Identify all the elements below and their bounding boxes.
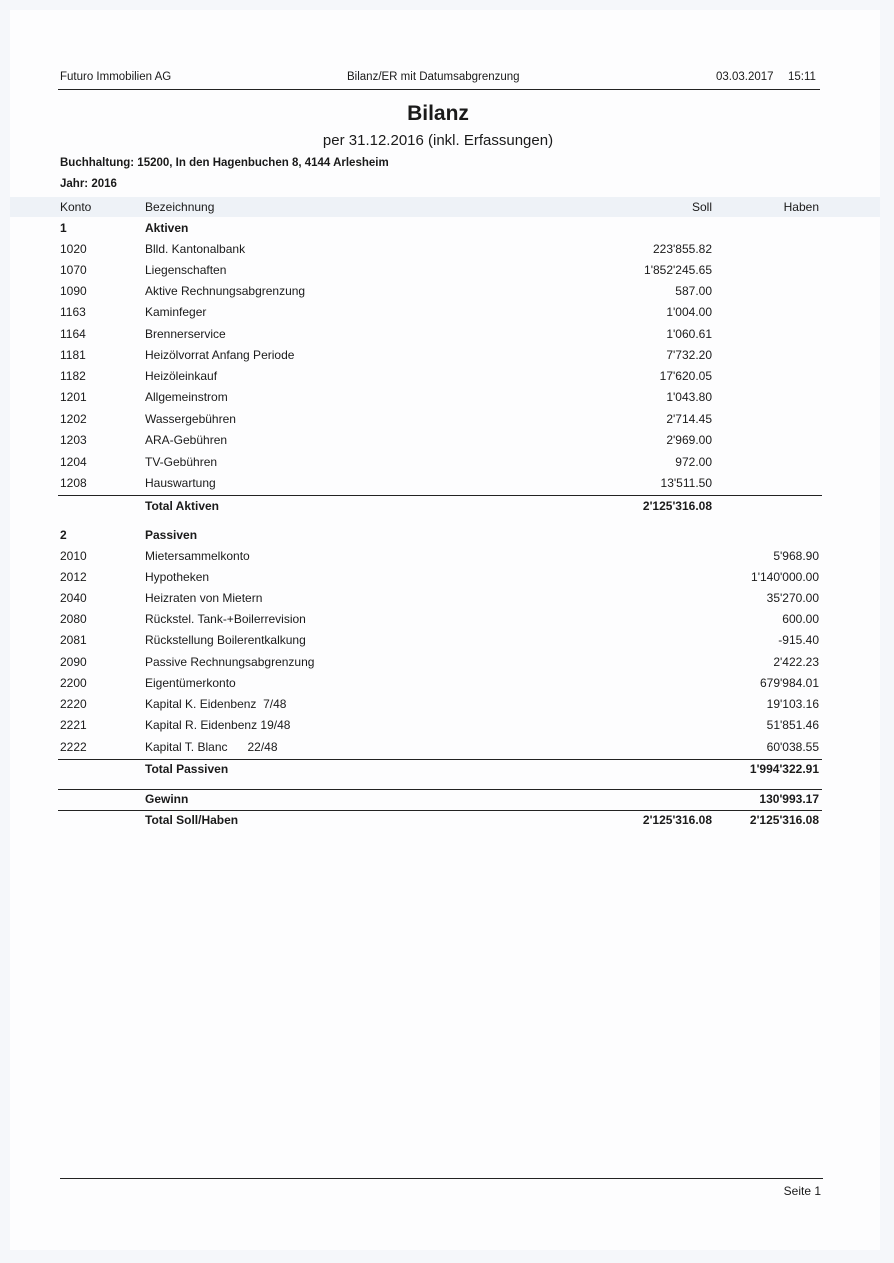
table-row <box>10 348 880 369</box>
col-soll: Soll <box>691 200 712 214</box>
total-aktiven-label: Total Aktiven <box>145 499 220 513</box>
table-row <box>10 591 880 612</box>
konto-cell: 2220 <box>60 697 87 711</box>
table-row <box>10 263 880 284</box>
column-header-row <box>10 197 880 217</box>
bezeichnung-cell: Blld. Kantonalbank <box>145 242 246 256</box>
soll-cell: 2'714.45 <box>666 412 712 426</box>
haben-cell: 2'422.23 <box>773 655 819 669</box>
soll-cell: 17'620.05 <box>659 369 712 383</box>
table-row <box>10 740 880 761</box>
soll-cell: 1'852'245.65 <box>644 263 712 277</box>
buchhaltung-info: Buchhaltung: 15200, In den Hagenbuchen 8, 4144 Arlesheim <box>60 157 389 169</box>
report-time: 15:11 <box>788 71 816 83</box>
group-number: 2 <box>60 528 67 542</box>
haben-cell: 5'968.90 <box>773 549 819 563</box>
konto-cell: 1163 <box>60 305 86 319</box>
bezeichnung-cell: Kapital K. Eidenbenz 7/48 <box>145 697 287 711</box>
soll-cell: 13'511.50 <box>660 476 712 490</box>
jahr-info: Jahr: 2016 <box>60 178 117 190</box>
bezeichnung-cell: Wassergebühren <box>145 412 236 426</box>
total-aktiven-soll: 2'125'316.08 <box>642 499 712 513</box>
soll-cell: 972.00 <box>675 455 712 469</box>
konto-cell: 1201 <box>60 390 87 404</box>
group-row-passiven <box>10 528 880 549</box>
bezeichnung-cell: Heizölvorrat Anfang Periode <box>145 348 295 362</box>
haben-cell: -915.40 <box>778 633 819 647</box>
konto-cell: 2090 <box>60 655 87 669</box>
haben-cell: 1'140'000.00 <box>751 570 819 584</box>
page-number: Seite 1 <box>783 1184 821 1198</box>
table-row <box>10 412 880 433</box>
bezeichnung-cell: TV-Gebühren <box>145 455 218 469</box>
konto-cell: 2010 <box>60 549 87 563</box>
total-passiven-haben: 1'994'322.91 <box>749 762 819 776</box>
konto-cell: 1202 <box>60 412 87 426</box>
group-row-aktiven <box>10 221 880 242</box>
report-date: 03.03.2017 <box>716 71 774 83</box>
bezeichnung-cell: Hauswartung <box>145 476 216 490</box>
total-soll-haben-row <box>10 813 880 834</box>
total-passiven-row <box>10 762 880 783</box>
table-row <box>10 327 880 348</box>
table-row <box>10 633 880 654</box>
total-haben: 2'125'316.08 <box>749 813 819 827</box>
bezeichnung-cell: Passive Rechnungsabgrenzung <box>145 655 315 669</box>
soll-cell: 2'969.00 <box>666 433 712 447</box>
gewinn-top-rule <box>58 789 822 790</box>
gewinn-label: Gewinn <box>145 792 189 806</box>
bezeichnung-cell: Hypotheken <box>145 570 210 584</box>
col-haben: Haben <box>783 200 819 214</box>
bezeichnung-cell: Liegenschaften <box>145 263 227 277</box>
konto-cell: 2040 <box>60 591 87 605</box>
col-bezeichnung: Bezeichnung <box>145 200 215 214</box>
table-row <box>10 676 880 697</box>
total-aktiven-row <box>10 499 880 520</box>
header-rule <box>58 89 820 90</box>
haben-cell: 51'851.46 <box>766 718 819 732</box>
bezeichnung-cell: ARA-Gebühren <box>145 433 228 447</box>
haben-cell: 35'270.00 <box>766 591 819 605</box>
haben-cell: 60'038.55 <box>766 740 819 754</box>
gewinn-haben: 130'993.17 <box>759 792 819 806</box>
table-row <box>10 242 880 263</box>
konto-cell: 1204 <box>60 455 87 469</box>
report-name: Bilanz/ER mit Datumsabgrenzung <box>347 71 520 83</box>
bezeichnung-cell: Brennerservice <box>145 327 226 341</box>
konto-cell: 1208 <box>60 476 87 490</box>
col-konto: Konto <box>60 200 92 214</box>
bezeichnung-cell: Allgemeinstrom <box>145 390 228 404</box>
bezeichnung-cell: Kapital T. Blanc 22/48 <box>145 740 278 754</box>
total-soll-haben-label: Total Soll/Haben <box>145 813 239 827</box>
table-row <box>10 390 880 411</box>
table-row <box>10 284 880 305</box>
konto-cell: 1090 <box>60 284 87 298</box>
table-row <box>10 369 880 390</box>
konto-cell: 2221 <box>60 718 87 732</box>
bezeichnung-cell: Rückstel. Tank-+Boilerrevision <box>145 612 306 626</box>
konto-cell: 1020 <box>60 242 87 256</box>
haben-cell: 600.00 <box>782 612 819 626</box>
konto-cell: 2012 <box>60 570 87 584</box>
table-row <box>10 570 880 591</box>
konto-cell: 2081 <box>60 633 87 647</box>
group-label: Passiven <box>145 528 198 542</box>
company-name: Futuro Immobilien AG <box>60 71 172 83</box>
bezeichnung-cell: Eigentümerkonto <box>145 676 236 690</box>
konto-cell: 2080 <box>60 612 87 626</box>
bezeichnung-cell: Heizraten von Mietern <box>145 591 263 605</box>
aktiven-total-rule <box>58 495 822 496</box>
table-row <box>10 455 880 476</box>
table-row <box>10 305 880 326</box>
group-label: Aktiven <box>145 221 189 235</box>
table-row <box>10 549 880 570</box>
total-soll: 2'125'316.08 <box>642 813 712 827</box>
konto-cell: 1203 <box>60 433 87 447</box>
bezeichnung-cell: Kapital R. Eidenbenz 19/48 <box>145 718 291 732</box>
table-row <box>10 476 880 497</box>
soll-cell: 587.00 <box>675 284 712 298</box>
konto-cell: 1181 <box>60 348 86 362</box>
table-row <box>10 612 880 633</box>
table-row <box>10 718 880 739</box>
passiven-total-rule <box>58 759 822 760</box>
bezeichnung-cell: Heizöleinkauf <box>145 369 218 383</box>
bezeichnung-cell: Mietersammelkonto <box>145 549 250 563</box>
soll-cell: 223'855.82 <box>652 242 712 256</box>
table-row <box>10 655 880 676</box>
konto-cell: 1070 <box>60 263 87 277</box>
page-subtitle: per 31.12.2016 (inkl. Erfassungen) <box>322 132 554 149</box>
soll-cell: 1'043.80 <box>666 390 712 404</box>
bezeichnung-cell: Rückstellung Boilerentkalkung <box>145 633 306 647</box>
total-passiven-label: Total Passiven <box>145 762 229 776</box>
konto-cell: 1164 <box>60 327 86 341</box>
soll-cell: 1'060.61 <box>666 327 712 341</box>
footer-rule <box>60 1178 823 1179</box>
table-row <box>10 697 880 718</box>
total-rule <box>58 810 822 811</box>
konto-cell: 1182 <box>60 369 86 383</box>
soll-cell: 1'004.00 <box>666 305 712 319</box>
report-page <box>10 10 880 1250</box>
soll-cell: 7'732.20 <box>666 348 712 362</box>
group-number: 1 <box>60 221 67 235</box>
page-title: Bilanz <box>407 102 469 125</box>
bezeichnung-cell: Kaminfeger <box>145 305 207 319</box>
bezeichnung-cell: Aktive Rechnungsabgrenzung <box>145 284 306 298</box>
table-row <box>10 433 880 454</box>
konto-cell: 2222 <box>60 740 87 754</box>
haben-cell: 679'984.01 <box>759 676 819 690</box>
konto-cell: 2200 <box>60 676 87 690</box>
haben-cell: 19'103.16 <box>766 697 819 711</box>
